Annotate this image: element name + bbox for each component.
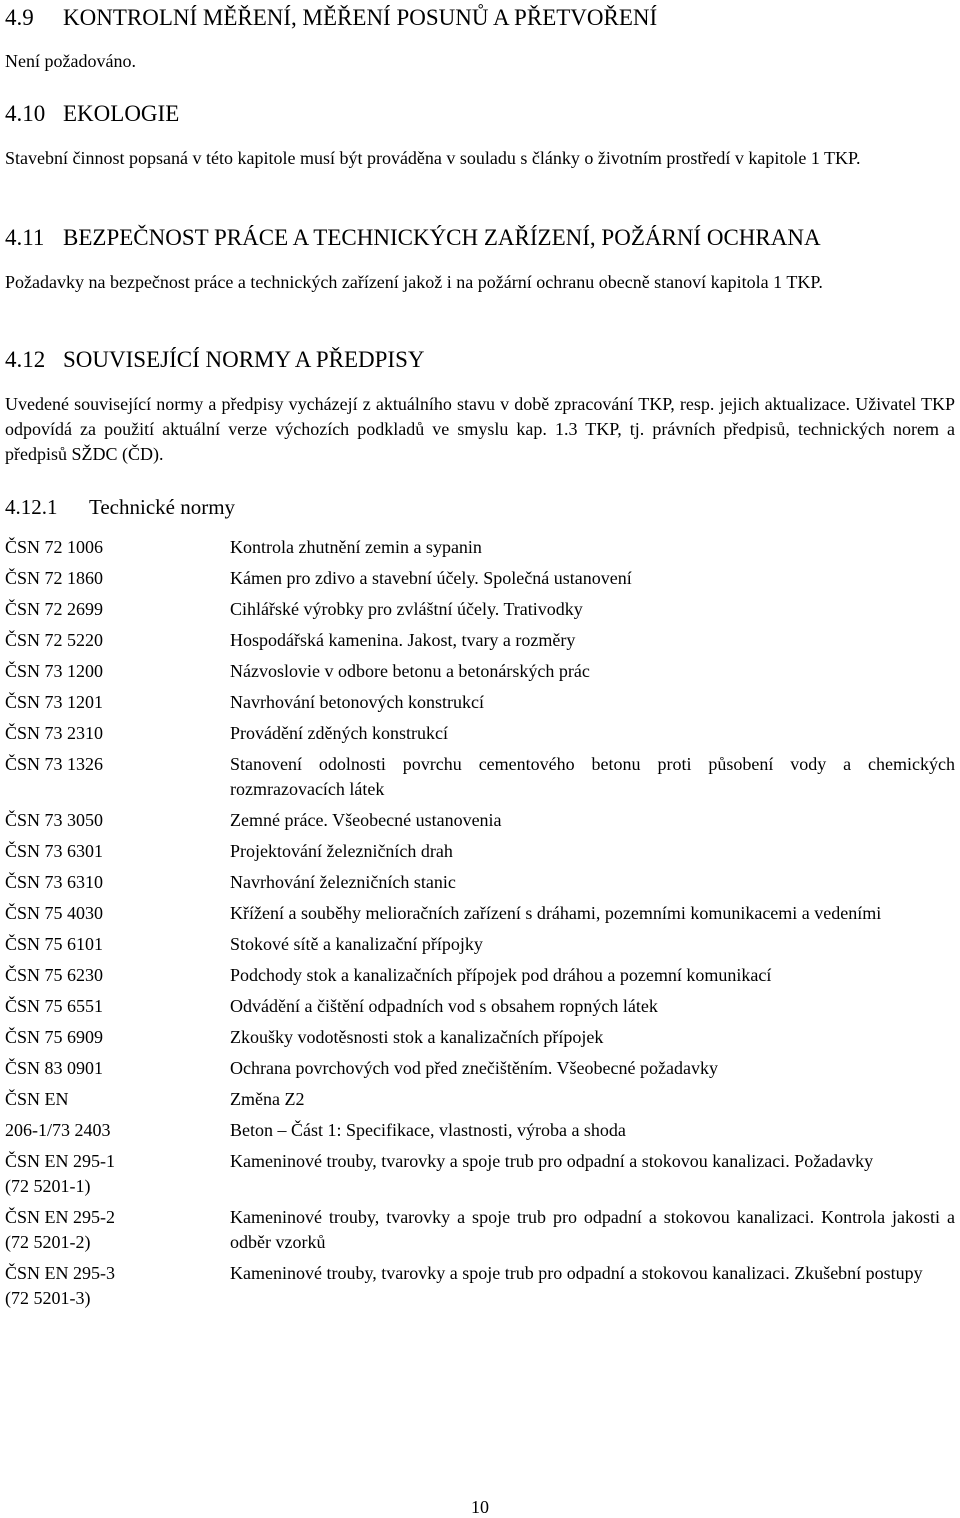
- norm-title: Odvádění a čištění odpadních vod s obsahem ropných látek: [230, 996, 658, 1016]
- section-title: EKOLOGIE: [63, 101, 180, 126]
- section-number: 4.11: [5, 225, 45, 250]
- norm-row: [5, 628, 955, 653]
- norm-title: Stokové sítě a kanalizační přípojky: [230, 934, 483, 954]
- norm-row: [5, 1261, 955, 1311]
- section-heading-4-10: [5, 102, 179, 125]
- section-number: 4.9: [5, 5, 34, 30]
- norm-title: Beton – Část 1: Specifikace, vlastnosti, výroba a shoda: [230, 1120, 626, 1140]
- norm-row: [5, 994, 955, 1019]
- norm-title: Kameninové trouby, tvarovky a spoje trub pro odpadní a stokovou kanalizaci. Kontrola jakosti a odběr vzorků: [230, 1207, 955, 1252]
- section-heading-4-11: [5, 226, 821, 249]
- norm-code: ČSN 73 3050: [5, 810, 104, 830]
- norm-code: ČSN EN 295-3 (72 5201-3): [5, 1263, 116, 1308]
- section-text-4-10: Stavební činnost popsaná v této kapitole musí být prováděna v souladu s články o životním prostředí v kapitole 1 TKP.: [5, 148, 861, 168]
- norm-code: ČSN 72 1006: [5, 537, 104, 557]
- norm-row: [5, 566, 955, 591]
- section-heading-4-12: [5, 348, 424, 371]
- norm-row: [5, 1087, 955, 1112]
- norm-code: ČSN 72 2699: [5, 599, 104, 619]
- norm-row: [5, 1025, 955, 1050]
- norm-code: ČSN 73 6301: [5, 841, 104, 861]
- norm-code: ČSN 73 1326: [5, 754, 104, 774]
- norm-title: Kámen pro zdivo a stavební účely. Společná ustanovení: [230, 568, 632, 588]
- subsection-title: Technické normy: [89, 495, 236, 519]
- norm-title: Cihlářské výrobky pro zvláštní účely. Trativodky: [230, 599, 583, 619]
- section-title: KONTROLNÍ MĚŘENÍ, MĚŘENÍ POSUNŮ A PŘETVOŘENÍ: [63, 5, 658, 30]
- norms-list: [5, 535, 955, 1317]
- norm-title: Názvoslovie v odbore betonu a betonárských prác: [230, 661, 590, 681]
- norm-title: Ochrana povrchových vod před znečištěním. Všeobecné požadavky: [230, 1058, 718, 1078]
- norm-title: Navrhování železničních stanic: [230, 872, 456, 892]
- norm-code: ČSN 73 1200: [5, 661, 104, 681]
- norm-row: [5, 839, 955, 864]
- norm-title: Navrhování betonových konstrukcí: [230, 692, 484, 712]
- norm-title: Křížení a souběhy melioračních zařízení s dráhami, pozemními komunikacemi a vedeními: [230, 903, 882, 923]
- norm-title: Hospodářská kamenina. Jakost, tvary a rozměry: [230, 630, 576, 650]
- norm-row: [5, 932, 955, 957]
- norm-title: Kameninové trouby, tvarovky a spoje trub pro odpadní a stokovou kanalizaci. Požadavky: [230, 1151, 874, 1171]
- section-number: 4.10: [5, 101, 46, 126]
- norm-title: Kameninové trouby, tvarovky a spoje trub pro odpadní a stokovou kanalizaci. Zkušební postupy: [230, 1263, 923, 1283]
- norm-code: ČSN 72 1860: [5, 568, 104, 588]
- norm-row: [5, 870, 955, 895]
- section-title: BEZPEČNOST PRÁCE A TECHNICKÝCH ZAŘÍZENÍ, POŽÁRNÍ OCHRANA: [63, 225, 821, 250]
- norm-row: [5, 963, 955, 988]
- norm-code: ČSN 75 6551: [5, 996, 104, 1016]
- norm-row: [5, 1149, 955, 1199]
- norm-code: ČSN EN: [5, 1089, 69, 1109]
- norm-row: [5, 1118, 955, 1143]
- norm-code: ČSN EN 295-1 (72 5201-1): [5, 1151, 116, 1196]
- norm-title: Zemné práce. Všeobecné ustanovenia: [230, 810, 502, 830]
- norm-row: [5, 901, 955, 926]
- norm-title: Změna Z2: [230, 1089, 305, 1109]
- section-number: 4.12: [5, 347, 46, 372]
- norm-title: Stanovení odolnosti povrchu cementového betonu proti působení vody a chemických rozmrazovacích látek: [230, 754, 955, 799]
- norm-code: ČSN 73 6310: [5, 872, 104, 892]
- norm-code: 206-1/73 2403: [5, 1120, 111, 1140]
- norm-code: ČSN EN 295-2 (72 5201-2): [5, 1207, 116, 1252]
- norm-code: ČSN 75 6101: [5, 934, 104, 954]
- norm-code: ČSN 73 2310: [5, 723, 104, 743]
- norm-row: [5, 535, 955, 560]
- norm-title: Zkoušky vodotěsnosti stok a kanalizačních přípojek: [230, 1027, 604, 1047]
- norm-row: [5, 752, 955, 802]
- subsection-number: 4.12.1: [5, 495, 58, 519]
- norm-row: [5, 1205, 955, 1255]
- norm-code: ČSN 75 6909: [5, 1027, 104, 1047]
- norm-title: Projektování železničních drah: [230, 841, 453, 861]
- section-heading-4-9: [5, 6, 657, 29]
- section-text-4-11: Požadavky na bezpečnost práce a technických zařízení jakož i na požární ochranu obecně stanoví kapitola 1 TKP.: [5, 272, 823, 292]
- norm-row: [5, 1056, 955, 1081]
- norm-row: [5, 690, 955, 715]
- norm-row: [5, 597, 955, 622]
- norm-title: Kontrola zhutnění zemin a sypanin: [230, 537, 482, 557]
- norm-title: Provádění zděných konstrukcí: [230, 723, 448, 743]
- section-text-4-9: Není požadováno.: [5, 51, 136, 71]
- norm-code: ČSN 72 5220: [5, 630, 104, 650]
- norm-row: [5, 721, 955, 746]
- norm-code: ČSN 83 0901: [5, 1058, 104, 1078]
- section-text-4-12: Uvedené související normy a předpisy vycházejí z aktuálního stavu v době zpracování TKP, resp. jejich aktualizace. Uživatel TKP odpovídá za použití aktuální verze výchozích podkladů ve smyslu kap. 1.3 TKP, tj. právních předpisů, technických norem a předpisů SŽDC (ČD).: [5, 394, 955, 464]
- norm-code: ČSN 75 6230: [5, 965, 104, 985]
- norm-row: [5, 659, 955, 684]
- section-title: SOUVISEJÍCÍ NORMY A PŘEDPISY: [63, 347, 425, 372]
- page-number: 10: [471, 1497, 489, 1517]
- subsection-heading: [5, 497, 235, 518]
- norm-code: ČSN 75 4030: [5, 903, 104, 923]
- norm-code: ČSN 73 1201: [5, 692, 104, 712]
- norm-title: Podchody stok a kanalizačních přípojek pod dráhou a pozemní komunikací: [230, 965, 772, 985]
- norm-row: [5, 808, 955, 833]
